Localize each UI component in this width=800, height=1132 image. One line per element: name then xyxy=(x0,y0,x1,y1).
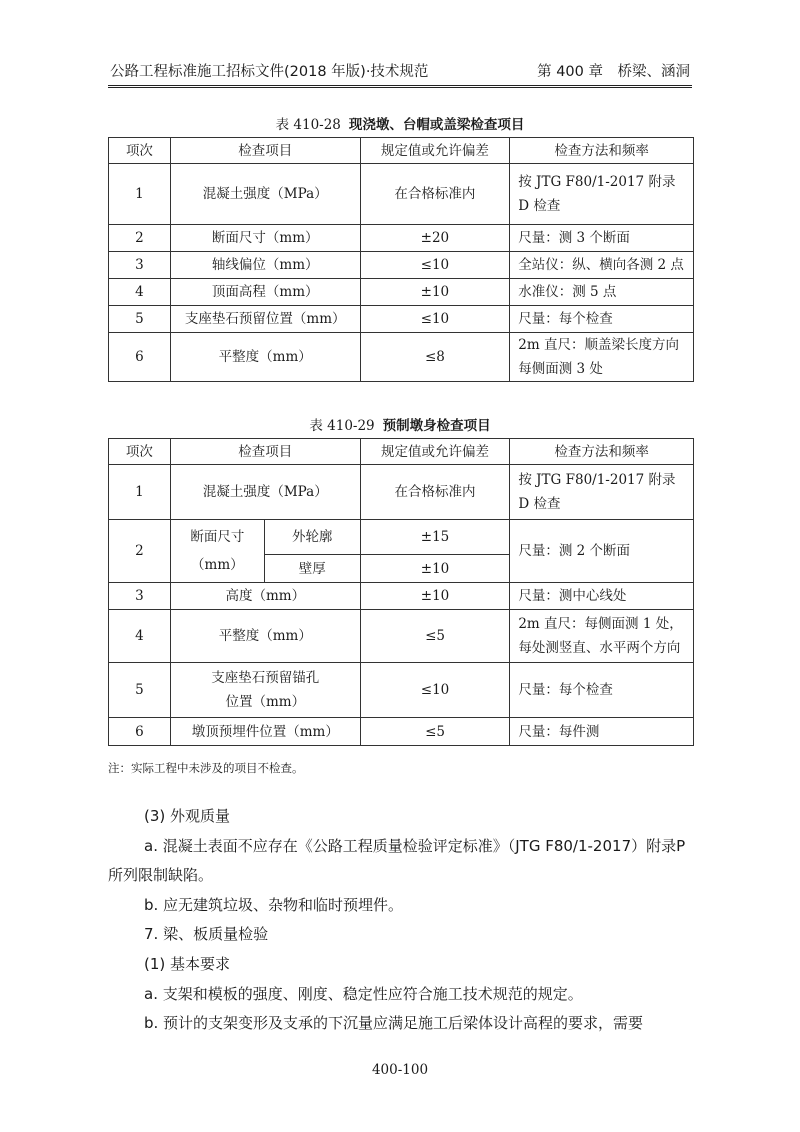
table-row xyxy=(109,610,694,663)
table-cell: 全站仪：纵、横向各测 2 点 xyxy=(510,252,694,279)
table-cell: 5 xyxy=(109,306,171,333)
table2-caption-title: 预制墩身检查项目 xyxy=(382,418,491,434)
table-cell: 顶面高程（mm） xyxy=(170,279,360,306)
table-cell: 6 xyxy=(109,718,171,746)
table-cell: 按 JTG F80/1-2017 附录 D 检查 xyxy=(510,465,694,520)
table-cell: 平整度（mm） xyxy=(170,333,360,382)
table-cell: ±10 xyxy=(360,583,510,610)
table-cell: ≤5 xyxy=(360,610,510,663)
table-cell: 2 xyxy=(109,520,171,583)
paragraph: b. 预计的支架变形及支承的下沉量应满足施工后梁体设计高程的要求，需要 xyxy=(144,1014,644,1033)
table-cell: 3 xyxy=(109,583,171,610)
table-cell: 支座垫石预留位置（mm） xyxy=(170,306,360,333)
table-row xyxy=(109,279,694,306)
paragraph: (1) 基本要求 xyxy=(144,954,231,973)
table-cell: 墩顶预埋件位置（mm） xyxy=(170,718,360,746)
table2-header-cell: 检查项目 xyxy=(170,439,360,465)
table1-header-cell: 检查方法和频率 xyxy=(510,138,694,164)
table-cell: 混凝土强度（MPa） xyxy=(170,465,360,520)
table2 xyxy=(108,438,694,746)
table2-header-row xyxy=(109,439,694,465)
page-number: 400-100 xyxy=(371,1062,429,1078)
table-cell: 尺量：每个检查 xyxy=(510,306,694,333)
header-chapter-title: 第 400 章 桥梁、涵洞 xyxy=(537,64,690,80)
table-cell: ≤5 xyxy=(360,718,510,746)
table-cell: 1 xyxy=(109,164,171,225)
table-row xyxy=(109,718,694,746)
table-row xyxy=(109,306,694,333)
table-cell: 支座垫石预留锚孔位置（mm） xyxy=(170,663,360,718)
table2-header-cell: 项次 xyxy=(109,439,171,465)
table1-caption xyxy=(108,113,692,133)
table-cell: 3 xyxy=(109,252,171,279)
table-cell: ≤10 xyxy=(360,252,510,279)
table-row xyxy=(109,465,694,520)
table-cell: 2m 直尺：顺盖梁长度方向每侧面测 3 处 xyxy=(510,333,694,382)
table-row xyxy=(109,333,694,382)
table-cell: 按 JTG F80/1-2017 附录 D 检查 xyxy=(510,164,694,225)
table-cell: ≤10 xyxy=(360,306,510,333)
paragraph: (3) 外观质量 xyxy=(144,807,231,825)
table2-header-cell: 规定值或允许偏差 xyxy=(360,439,510,465)
table-row xyxy=(109,583,694,610)
table-cell: 尺量：每件测 xyxy=(510,718,694,746)
header-document-title: 公路工程标准施工招标文件(2018 年版)·技术规范 xyxy=(110,64,429,80)
table-cell: 水准仪：测 5 点 xyxy=(510,279,694,306)
table2-header-cell: 检查方法和频率 xyxy=(510,439,694,465)
table1-header-row xyxy=(109,138,694,164)
table-row xyxy=(109,663,694,718)
table-cell: 断面尺寸（mm） xyxy=(170,225,360,252)
table-cell: 尺量：测中心线处 xyxy=(510,583,694,610)
table-row xyxy=(109,225,694,252)
table-cell: 尺量：每个检查 xyxy=(510,663,694,718)
table1-caption-number: 表 410-28 xyxy=(275,117,341,133)
table2-caption-number: 表 410-29 xyxy=(309,418,375,434)
table-cell: 混凝土强度（MPa） xyxy=(170,164,360,225)
table-cell: 2 xyxy=(109,225,171,252)
table-cell: 轴线偏位（mm） xyxy=(170,252,360,279)
table-cell: ≤8 xyxy=(360,333,510,382)
table1-header-cell: 规定值或允许偏差 xyxy=(360,138,510,164)
table-cell: 1 xyxy=(109,465,171,520)
paragraph: a. 混凝土表面不应存在《公路工程质量检验评定标准》（JTG F80/1-2017）附录P所列限制缺陷。 xyxy=(108,836,686,885)
table-cell: 在合格标准内 xyxy=(360,164,510,225)
table-cell: 4 xyxy=(109,279,171,306)
table-cell: 在合格标准内 xyxy=(360,465,510,520)
table1-header-cell: 检查项目 xyxy=(170,138,360,164)
table-cell: 壁厚 xyxy=(264,555,360,583)
table-cell: ±15 xyxy=(360,520,510,555)
table-cell: 高度（mm） xyxy=(170,583,360,610)
table-cell: ±20 xyxy=(360,225,510,252)
table-cell: 尺量：测 3 个断面 xyxy=(510,225,694,252)
table1-header-cell: 项次 xyxy=(109,138,171,164)
table1 xyxy=(108,137,694,382)
page-header xyxy=(108,58,692,84)
table1-caption-title: 现浇墩、台帽或盖梁检查项目 xyxy=(348,117,525,133)
table-cell: 4 xyxy=(109,610,171,663)
paragraph: b. 应无建筑垃圾、杂物和临时预埋件。 xyxy=(144,895,404,914)
table-cell: 尺量：测 2 个断面 xyxy=(510,520,694,583)
table-cell: 平整度（mm） xyxy=(170,610,360,663)
table-cell: 5 xyxy=(109,663,171,718)
header-rule xyxy=(108,85,692,88)
table-cell: 6 xyxy=(109,333,171,382)
table-cell: 外轮廓 xyxy=(264,520,360,555)
table-cell: ≤10 xyxy=(360,663,510,718)
table-row xyxy=(109,164,694,225)
table-cell: ±10 xyxy=(360,279,510,306)
paragraph: a. 支架和模板的强度、刚度、稳定性应符合施工技术规范的规定。 xyxy=(144,984,583,1003)
table2-caption xyxy=(108,414,692,434)
table-cell: 断面尺寸（mm） xyxy=(170,520,264,583)
table-row xyxy=(109,252,694,279)
table-row xyxy=(109,520,694,555)
paragraph: 7. 梁、板质量检验 xyxy=(144,925,269,944)
table-cell: ±10 xyxy=(360,555,510,583)
table-cell: 2m 直尺：每侧面测 1 处，每处测竖直、水平两个方向 xyxy=(510,610,694,663)
table-note: 注：实际工程中未涉及的项目不检查。 xyxy=(108,761,304,775)
body-text xyxy=(108,802,692,1039)
